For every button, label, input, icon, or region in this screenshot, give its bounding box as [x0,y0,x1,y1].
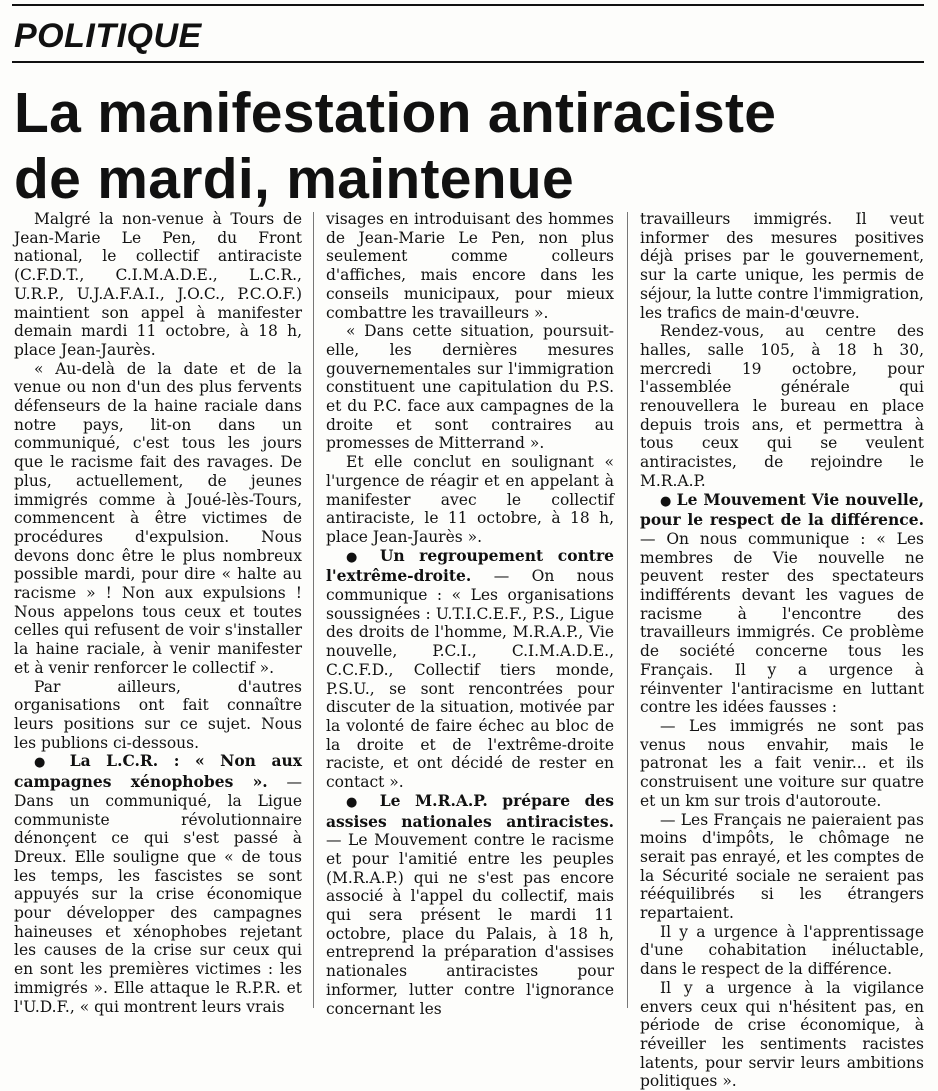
column-divider [627,212,628,1008]
paragraph: Et elle conclut en soulignant « l'urgence de réagir et en appelant à manifester avec le collectif antiraciste, le 11 octobre, à 18 h, place Jean-Jaurès ». [326,453,614,546]
paragraph: « Dans cette situation, poursuit-elle, les dernières mesures gouvernementales sur l'immigration constituent une capitulation du P.S. et du P.C. face aux campagnes de la droite et sont contraires au promesses de Mitterrand ». [326,322,614,453]
headline-line-1: La manifestation antiraciste [14,81,777,145]
section-label: POLITIQUE [14,17,202,55]
paragraph: Il y a urgence à la vigilance envers ceux qui n'hésitent pas, en période de crise économique, à réveiller les sentiments racistes latents, pour servir leurs ambitions politiques ». [640,978,924,1091]
paragraph: Malgré la non-venue à Tours de Jean-Marie Le Pen, du Front national, le collectif antiraciste (C.F.D.T., C.I.M.A.D.E., L.C.R., U.R.P., U.J.A.F.A.I., J.O.C., P.C.O.F.) maintient son appel à manifester demain mardi 11 octobre, à 18 h, place Jean-Jaurès. [14,210,302,359]
paragraph-text: — On nous communique : « Les membres de Vie nouvelle ne peuvent rester des spectateurs indifférents devant les vagues de racisme à l'encontre des travailleurs immigrés. Ce problème de société concerne tous les Français. Il y a urgence à réinventer l'antiracisme en luttant contre les idées fausses : [640,529,924,717]
subhead-title: La L.C.R. : « Non aux campagnes xénophobes ». [14,751,302,792]
article-column-3 [640,210,924,1091]
subhead-title: Le M.R.A.P. prépare des assises nationales antiracistes. [326,790,614,831]
bullet-icon: ● [34,755,70,771]
top-rule [12,4,924,6]
paragraph-text: — On nous communique : « Les organisations soussignées : U.T.I.C.E.F., P.S., Ligue des droits de l'homme, M.R.A.P., Vie nouvelle, P.C.I., C.I.M.A.D.E., C.C.F.D., Collectif tiers monde, P.S.U., se sont rencontrées pour discuter de la situation, motivée par la volonté de faire échec au bloc de la droite et de l'extrême-droite raciste, et ont décidé de rester en contact ». [326,567,614,792]
bullet-icon: ● [346,794,380,810]
subhead-paragraph [326,792,614,1018]
paragraph-text: — Le Mouvement contre le racisme et pour l'amitié entre les peuples (M.R.A.P.) qui ne s'est pas encore associé à l'appel du collectif, mais qui sera présent le mardi 11 octobre, place du Palais, à 18 h, entreprend la préparation d'assises nationales antiracistes pour informer, lutter contre l'ignorance concernant les [326,831,614,1018]
paragraph-text: — Dans un communiqué, la Ligue communiste révolutionnaire dénonçent ce qui s'est passé à Dreux. Elle souligne que « de tous les temps, les fascistes se sont appuyés sur la crise économique pour développer des campagnes haineuses et xénophobes rejetant les causes de la crise sur ceux qui en sont les premières victimes : les immigrés ». Elle attaque le R.P.R. et l'U.D.F., « qui montrent leurs vrais [14,773,302,1016]
subhead-paragraph [326,547,614,792]
paragraph: Par ailleurs, d'autres organisations ont fait connaître leurs positions sur ce sujet. Nous les publions ci-dessous. [14,677,302,752]
paragraph: travailleurs immigrés. Il veut informer des mesures positives déjà prises par le gouvernement, sur la carte unique, les permis de séjour, la lutte contre l'immigration, les trafics de main-d'œuvre. [640,210,924,322]
subhead-paragraph [14,752,302,1016]
article-column-2 [326,210,614,1018]
article-column-1 [14,210,302,1016]
bullet-icon: ● [660,493,677,509]
subhead-title: Un regroupement contre l'extrême-droite. [326,545,614,586]
column-divider [313,212,314,1008]
subhead-paragraph [640,491,924,717]
paragraph: Il y a urgence à l'apprentissage d'une cohabitation inéluctable, dans le respect de la différence. [640,922,924,979]
subhead-title: Le Mouvement Vie nouvelle, pour le respect de la différence. [640,489,924,530]
paragraph: — Les immigrés ne sont pas venus nous envahir, mais le patronat les a fait venir... et ils construisent une voiture sur quatre et un km sur trois d'autoroute. [640,716,924,810]
headline [14,80,934,212]
paragraph: Rendez-vous, au centre des halles, salle 105, à 18 h 30, mercredi 19 octobre, pour l'assemblée générale qui renouvellera le bureau en place depuis trois ans, et permettra à tous ceux qui se veulent antiracistes, de rejoindre le M.R.A.P. [640,322,924,490]
paragraph: « Au-delà de la date et de la venue ou non d'un des plus fervents défenseurs de la haine raciale dans notre pays, lit-on dans un communiqué, c'est tous les jours que le racisme fait des ravages. De plus, actuellement, de jeunes immigrés comme à Joué-lès-Tours, commencent à être victimes de procédures d'expulsion. Nous devons donc être le plus nombreux possible mardi, pour dire « halte au racisme » ! Non aux expulsions ! Nous appelons tous ceux et toutes celles qui refusent de voir s'installer la haine raciale, à venir manifester et à venir renforcer le collectif ». [14,359,302,677]
section-rule [12,61,924,63]
headline-line-2: de mardi, maintenue [14,147,575,211]
bullet-icon: ● [346,549,380,565]
paragraph: — Les Français ne paieraient pas moins d'impôts, le chômage ne serait pas enrayé, et les comptes de la Sécurité sociale ne seraient pas rééquilibrés si les étrangers repartaient. [640,810,924,923]
paragraph: visages en introduisant des hommes de Jean-Marie Le Pen, non plus seulement comme colleurs d'affiches, mais encore dans les conseils municipaux, pour mieux combattre les travailleurs ». [326,210,614,322]
